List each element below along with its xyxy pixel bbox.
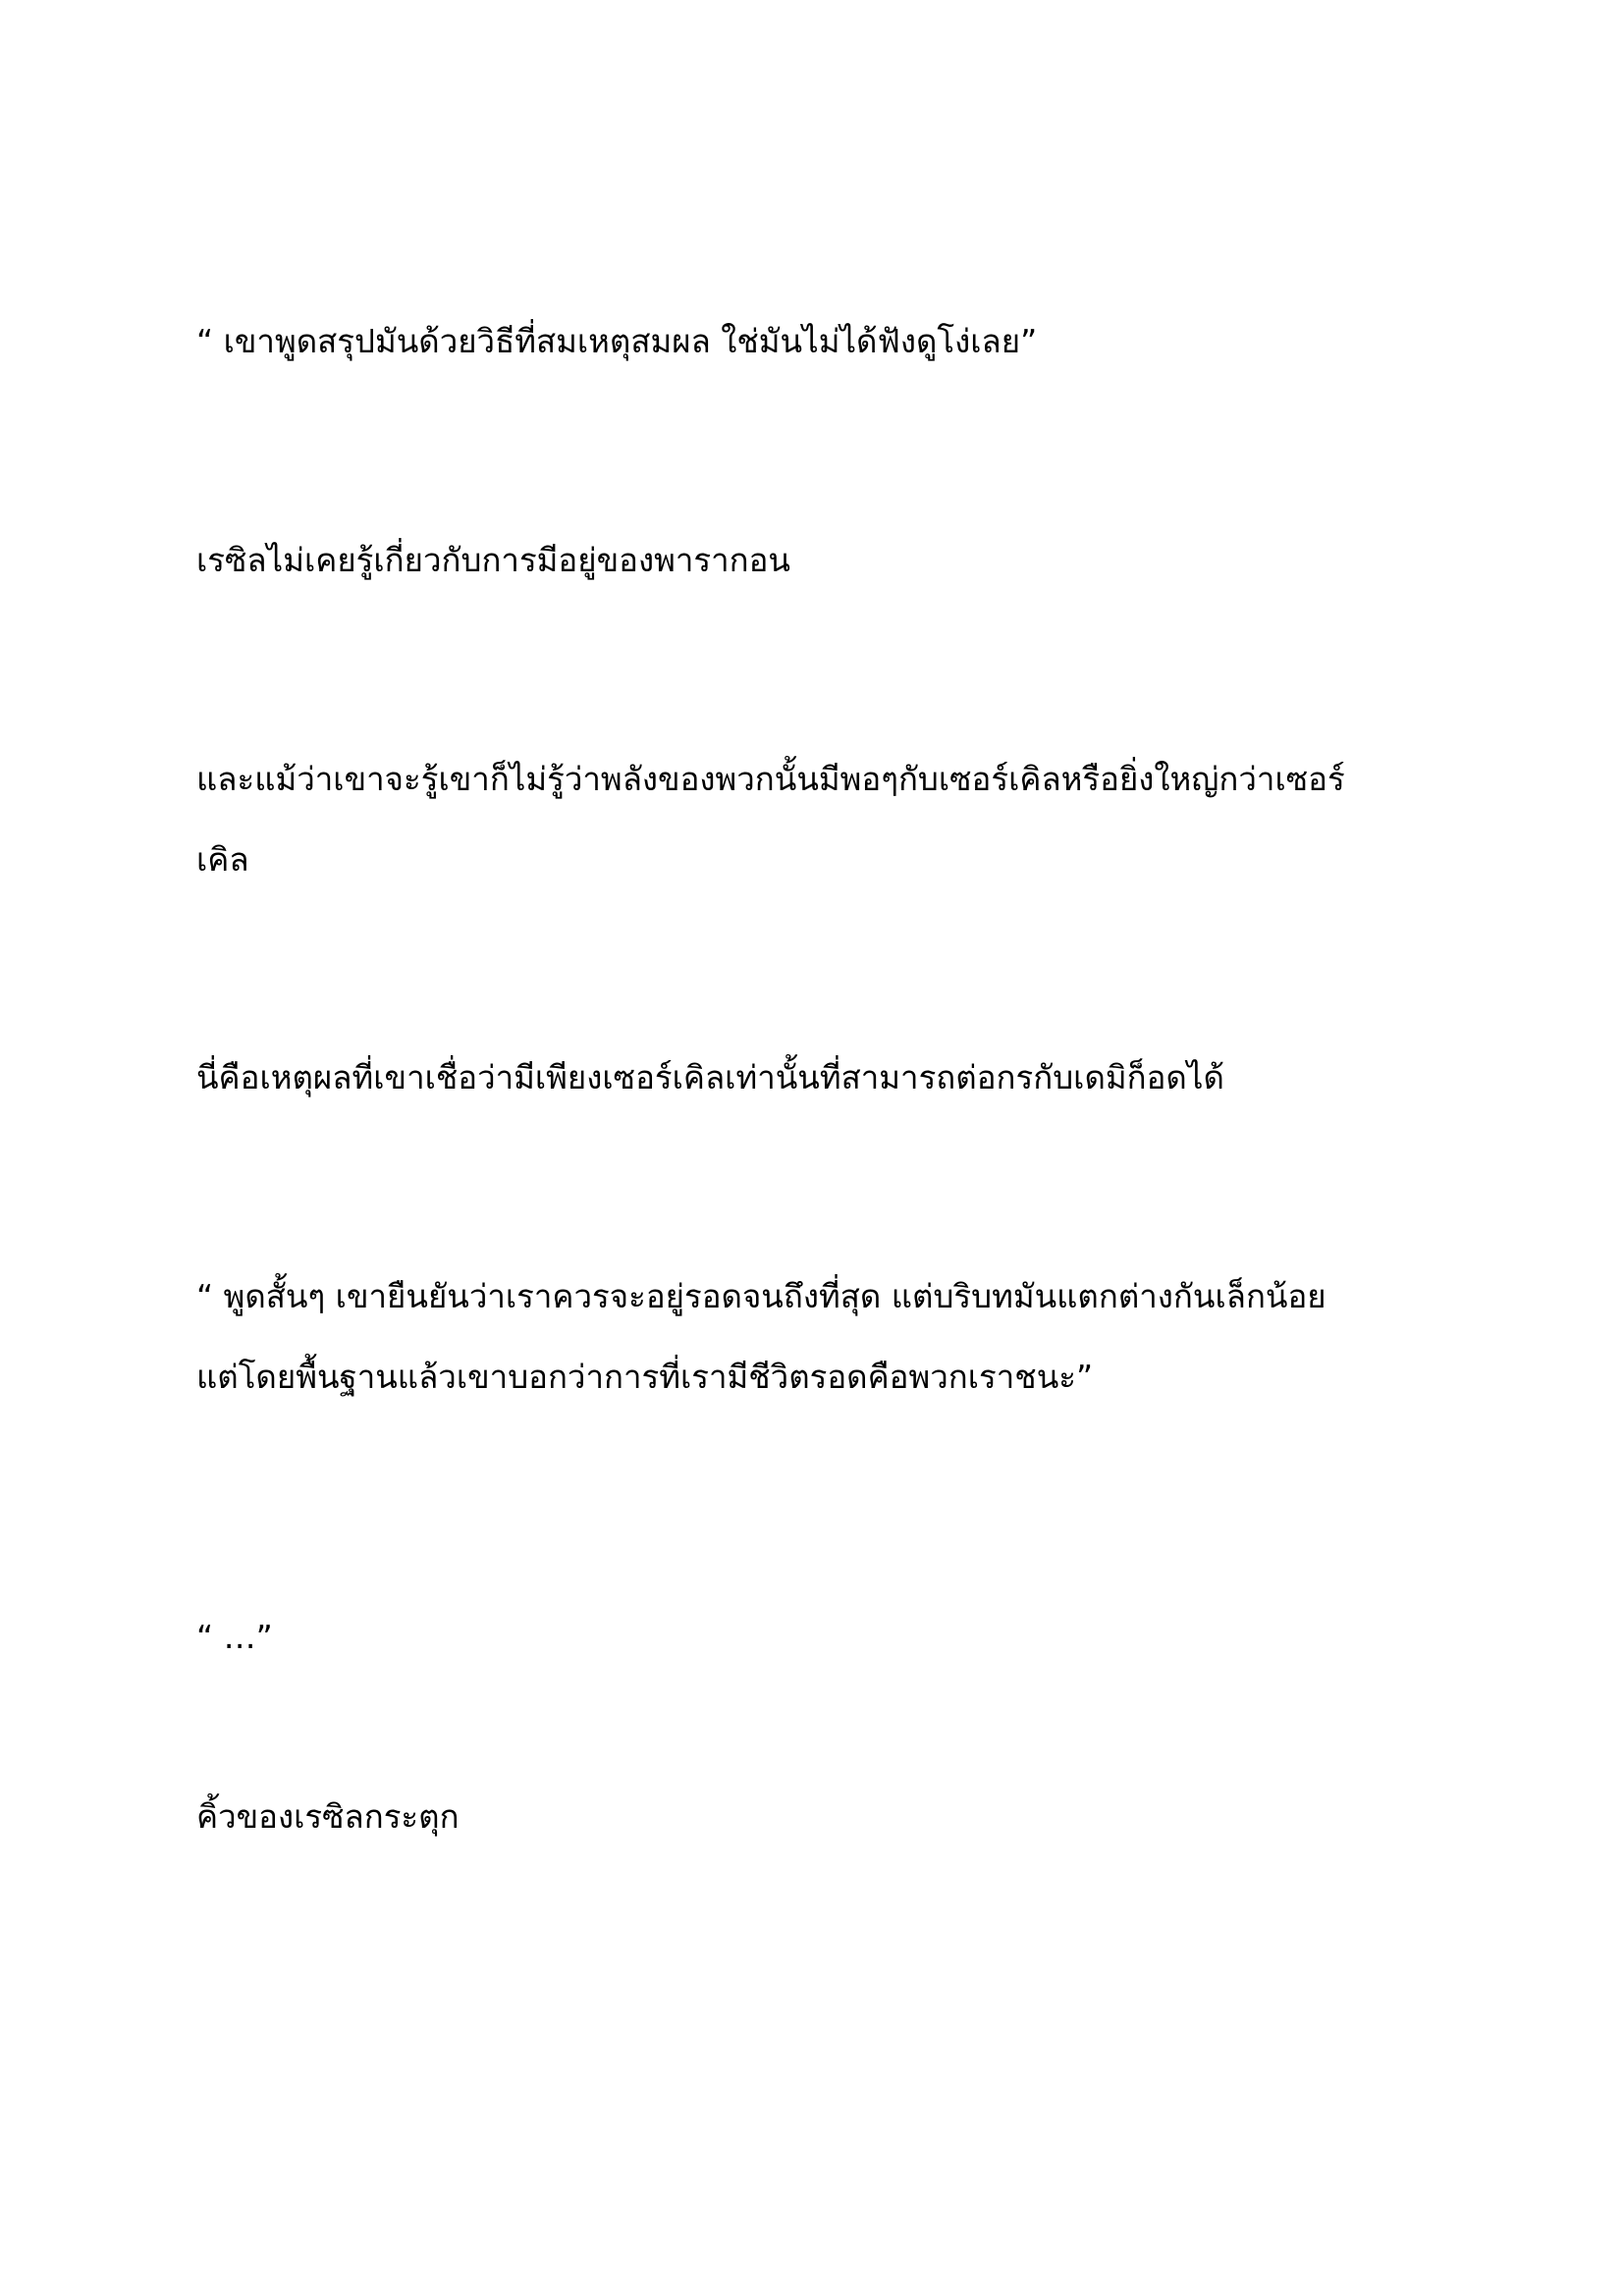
- paragraph-1: [196, 301, 1463, 382]
- paragraph-line: นี่คือเหตุผลที่เขาเชื่อว่ามีเพียงเซอร์เคิลเท่านั้นที่สามารถต่อกรกับเดมิก็อดได้: [196, 1058, 1224, 1096]
- paragraph-line: “ …”: [196, 1618, 273, 1656]
- paragraph-4: [196, 1038, 1463, 1118]
- paragraph-6: [196, 1597, 1463, 1678]
- paragraph-3: [196, 739, 1463, 900]
- paragraph-line: คิ้วของเรซิลกระตุก: [196, 1797, 460, 1836]
- paragraph-line: และแม้ว่าเขาจะรู้เขาก็ไม่รู้ว่าพลังของพวกนั้นมีพอๆกับเซอร์เคิลหรือยิ่งใหญ่กว่าเซอร์: [196, 760, 1345, 798]
- paragraph-line: เรซิลไม่เคยรู้เกี่ยวกับการมีอยู่ของพารากอน: [196, 541, 790, 579]
- paragraph-line: “ เขาพูดสรุปมันด้วยวิธีที่สมเหตุสมผล ใช่มันไม่ได้ฟังดูโง่เลย”: [196, 322, 1038, 360]
- paragraph-line: แต่โดยพื้นฐานแล้วเขาบอกว่าการที่เรามีชีวิตรอดคือพวกเราชนะ”: [196, 1358, 1094, 1396]
- paragraph-line: “ พูดสั้นๆ เขายืนยันว่าเราควรจะอยู่รอดจนถึงที่สุด แต่บริบทมันแตกต่างกันเล็กน้อย: [196, 1277, 1326, 1315]
- paragraph-2: [196, 520, 1463, 601]
- paragraph-7: [196, 1777, 1463, 1857]
- paragraph-line: เคิล: [196, 840, 249, 879]
- paragraph-5: [196, 1256, 1463, 1417]
